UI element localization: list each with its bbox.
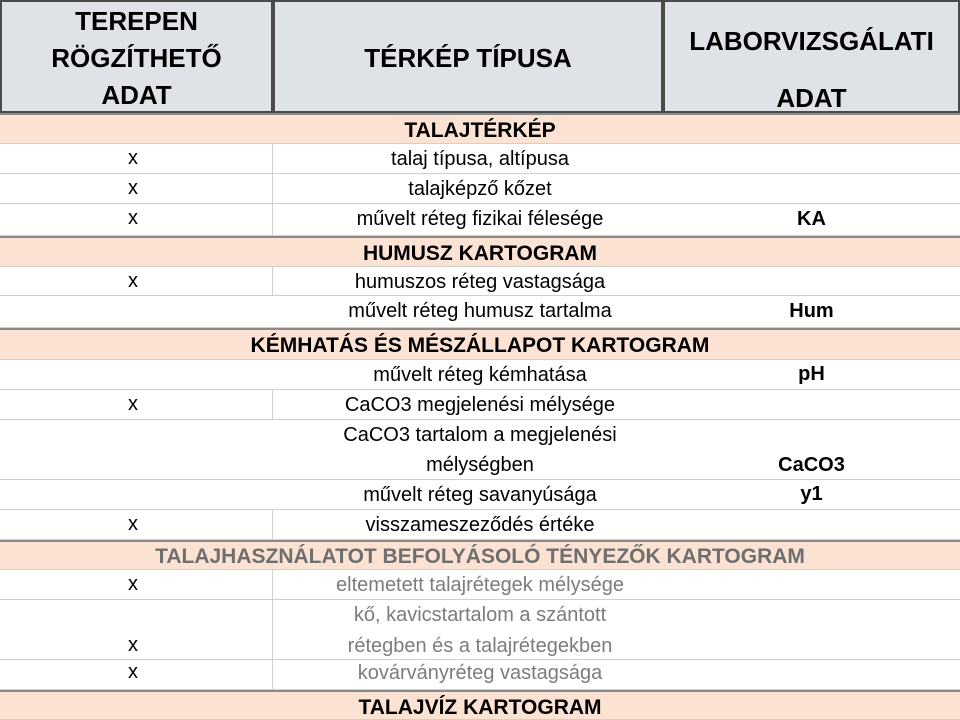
header-field-data-line1: TEREPEN (75, 6, 198, 36)
map-property: művelt réteg humusz tartalma (348, 300, 612, 322)
section-title: KÉMHATÁS ÉS MÉSZÁLLAPOT KARTOGRAM (250, 334, 710, 357)
header-field-data-line2: RÖGZÍTHETŐ (51, 43, 222, 73)
header-lab-data-line2: ADAT (776, 83, 847, 113)
map-property: művelt réteg kémhatása (373, 364, 587, 386)
lab-code: CaCO3 (778, 454, 845, 476)
header-map-type (273, 0, 663, 113)
map-property: talajképző kőzet (408, 178, 552, 200)
table-row (0, 390, 960, 420)
map-property: eltemetett talajrétegek mélysége (336, 574, 624, 596)
header-lab-data-line1: LABORVIZSGÁLATI (689, 26, 934, 56)
section-title: TALAJVÍZ KARTOGRAM (358, 696, 602, 719)
table-row (0, 360, 960, 390)
header-field-data (0, 0, 273, 113)
table-row (0, 510, 960, 540)
map-property-line2: mélységben (426, 454, 534, 476)
header-field-data-line3: ADAT (101, 80, 172, 110)
table-row (0, 174, 960, 204)
map-property: humuszos réteg vastagsága (354, 271, 606, 293)
section-humusz (0, 236, 960, 267)
map-property: visszameszeződés értéke (365, 514, 595, 536)
lab-code: KA (797, 208, 826, 230)
map-property: művelt réteg fizikai félesége (356, 208, 604, 230)
table-row (0, 660, 960, 690)
header-map-type-label: TÉRKÉP TÍPUSA (364, 43, 572, 73)
section-title: HUMUSZ KARTOGRAM (362, 242, 598, 265)
field-mark: x (128, 573, 138, 595)
table-row (0, 204, 960, 236)
map-property-line1: kő, kavicstartalom a szántott (353, 604, 607, 626)
section-talajviz (0, 690, 960, 720)
field-mark: x (128, 634, 138, 656)
map-property: CaCO3 megjelenési mélysége (344, 394, 616, 416)
map-property-line2: rétegben és a talajrétegekben (347, 635, 613, 657)
section-title: TALAJTÉRKÉP (404, 119, 556, 142)
lab-code: Hum (789, 300, 834, 322)
map-property-line1: CaCO3 tartalom a megjelenési (343, 424, 617, 446)
table-row (0, 600, 960, 660)
lab-code: y1 (800, 483, 823, 505)
section-talajterkep (0, 113, 960, 144)
map-property: talaj típusa, altípusa (391, 148, 569, 170)
map-property: kovárványréteg vastagsága (357, 662, 603, 684)
field-mark: x (128, 270, 138, 292)
field-mark: x (128, 207, 138, 229)
lab-code: pH (798, 363, 825, 385)
table-row (0, 144, 960, 174)
field-mark: x (128, 513, 138, 535)
table-row (0, 480, 960, 510)
field-mark: x (128, 147, 138, 169)
section-kemhatas (0, 328, 960, 360)
table-row (0, 296, 960, 328)
table-row (0, 420, 960, 480)
field-mark: x (128, 393, 138, 415)
table-row (0, 267, 960, 296)
field-mark: x (128, 177, 138, 199)
table-row (0, 570, 960, 600)
field-mark: x (128, 661, 138, 683)
map-property: művelt réteg savanyúsága (363, 484, 597, 506)
header-lab-data (663, 0, 960, 113)
section-talajhasznalat (0, 540, 960, 570)
section-title: TALAJHASZNÁLATOT BEFOLYÁSOLÓ TÉNYEZŐK KARTOGRAM (155, 545, 805, 568)
